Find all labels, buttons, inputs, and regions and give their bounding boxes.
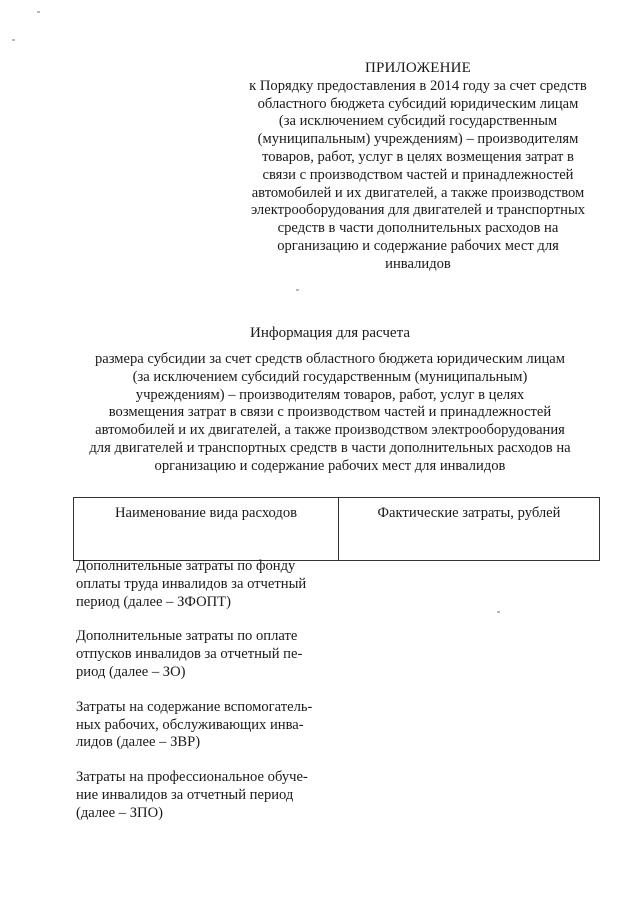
header-cost-type: Наименование вида расходов — [74, 498, 339, 561]
info-subtitle: размера субсидии за счет средств областного бюджета юридическим лицам (за исключением субсидий государственным (муниципальным) учреждениям) – производителям товаров, работ, услуг в целях возмещения затрат в связи с производством частей и принадлежностей автомобилей и их двигателей, а также производством электрооборудования для двигателей и транспортных средств в части дополнительных расходов на организацию и содержание рабочих мест для инвалидов — [89, 351, 571, 474]
costs-table — [73, 497, 600, 561]
appendix-text: к Порядку предоставления в 2014 году за счет средств областного бюджета субсидий юридическим лицам (за исключением субсидий государственным (муниципальным) учреждениям) – производителям товаров, работ, услуг в целях возмещения затрат в связи с производством частей и принадлежностей автомобилей и их двигателей, а также производством электрооборудования для двигателей и транспортных средств в части дополнительных расходов на организацию и содержание рабочих мест для инвалидов — [249, 77, 587, 272]
scan-speck — [497, 611, 500, 613]
cost-row-zpo: Затраты на профессиональное обуче- ние инвалидов за отчетный период (далее – ЗПО) — [76, 769, 308, 821]
scan-speck — [12, 39, 15, 41]
cost-rows — [76, 558, 328, 823]
scan-speck — [296, 289, 299, 291]
table-header-row — [74, 498, 600, 561]
scan-speck — [37, 11, 40, 13]
cost-row-zfopt: Дополнительные затраты по фонду оплаты труда инвалидов за отчетный период (далее – ЗФОПТ) — [76, 558, 307, 610]
cost-row-zo: Дополнительные затраты по оплате отпусков инвалидов за отчетный пе- риод (далее – ЗО) — [76, 628, 303, 680]
cost-row-zvr: Затраты на содержание вспомогатель- ных рабочих, обслуживающих инва- лидов (далее – ЗВР) — [76, 698, 313, 751]
info-title: Информация для расчета — [250, 325, 410, 341]
appendix-heading: ПРИЛОЖЕНИЕ — [364, 60, 472, 76]
header-actual-costs: Фактические затраты, рублей — [339, 498, 600, 561]
appendix-block — [232, 60, 604, 274]
